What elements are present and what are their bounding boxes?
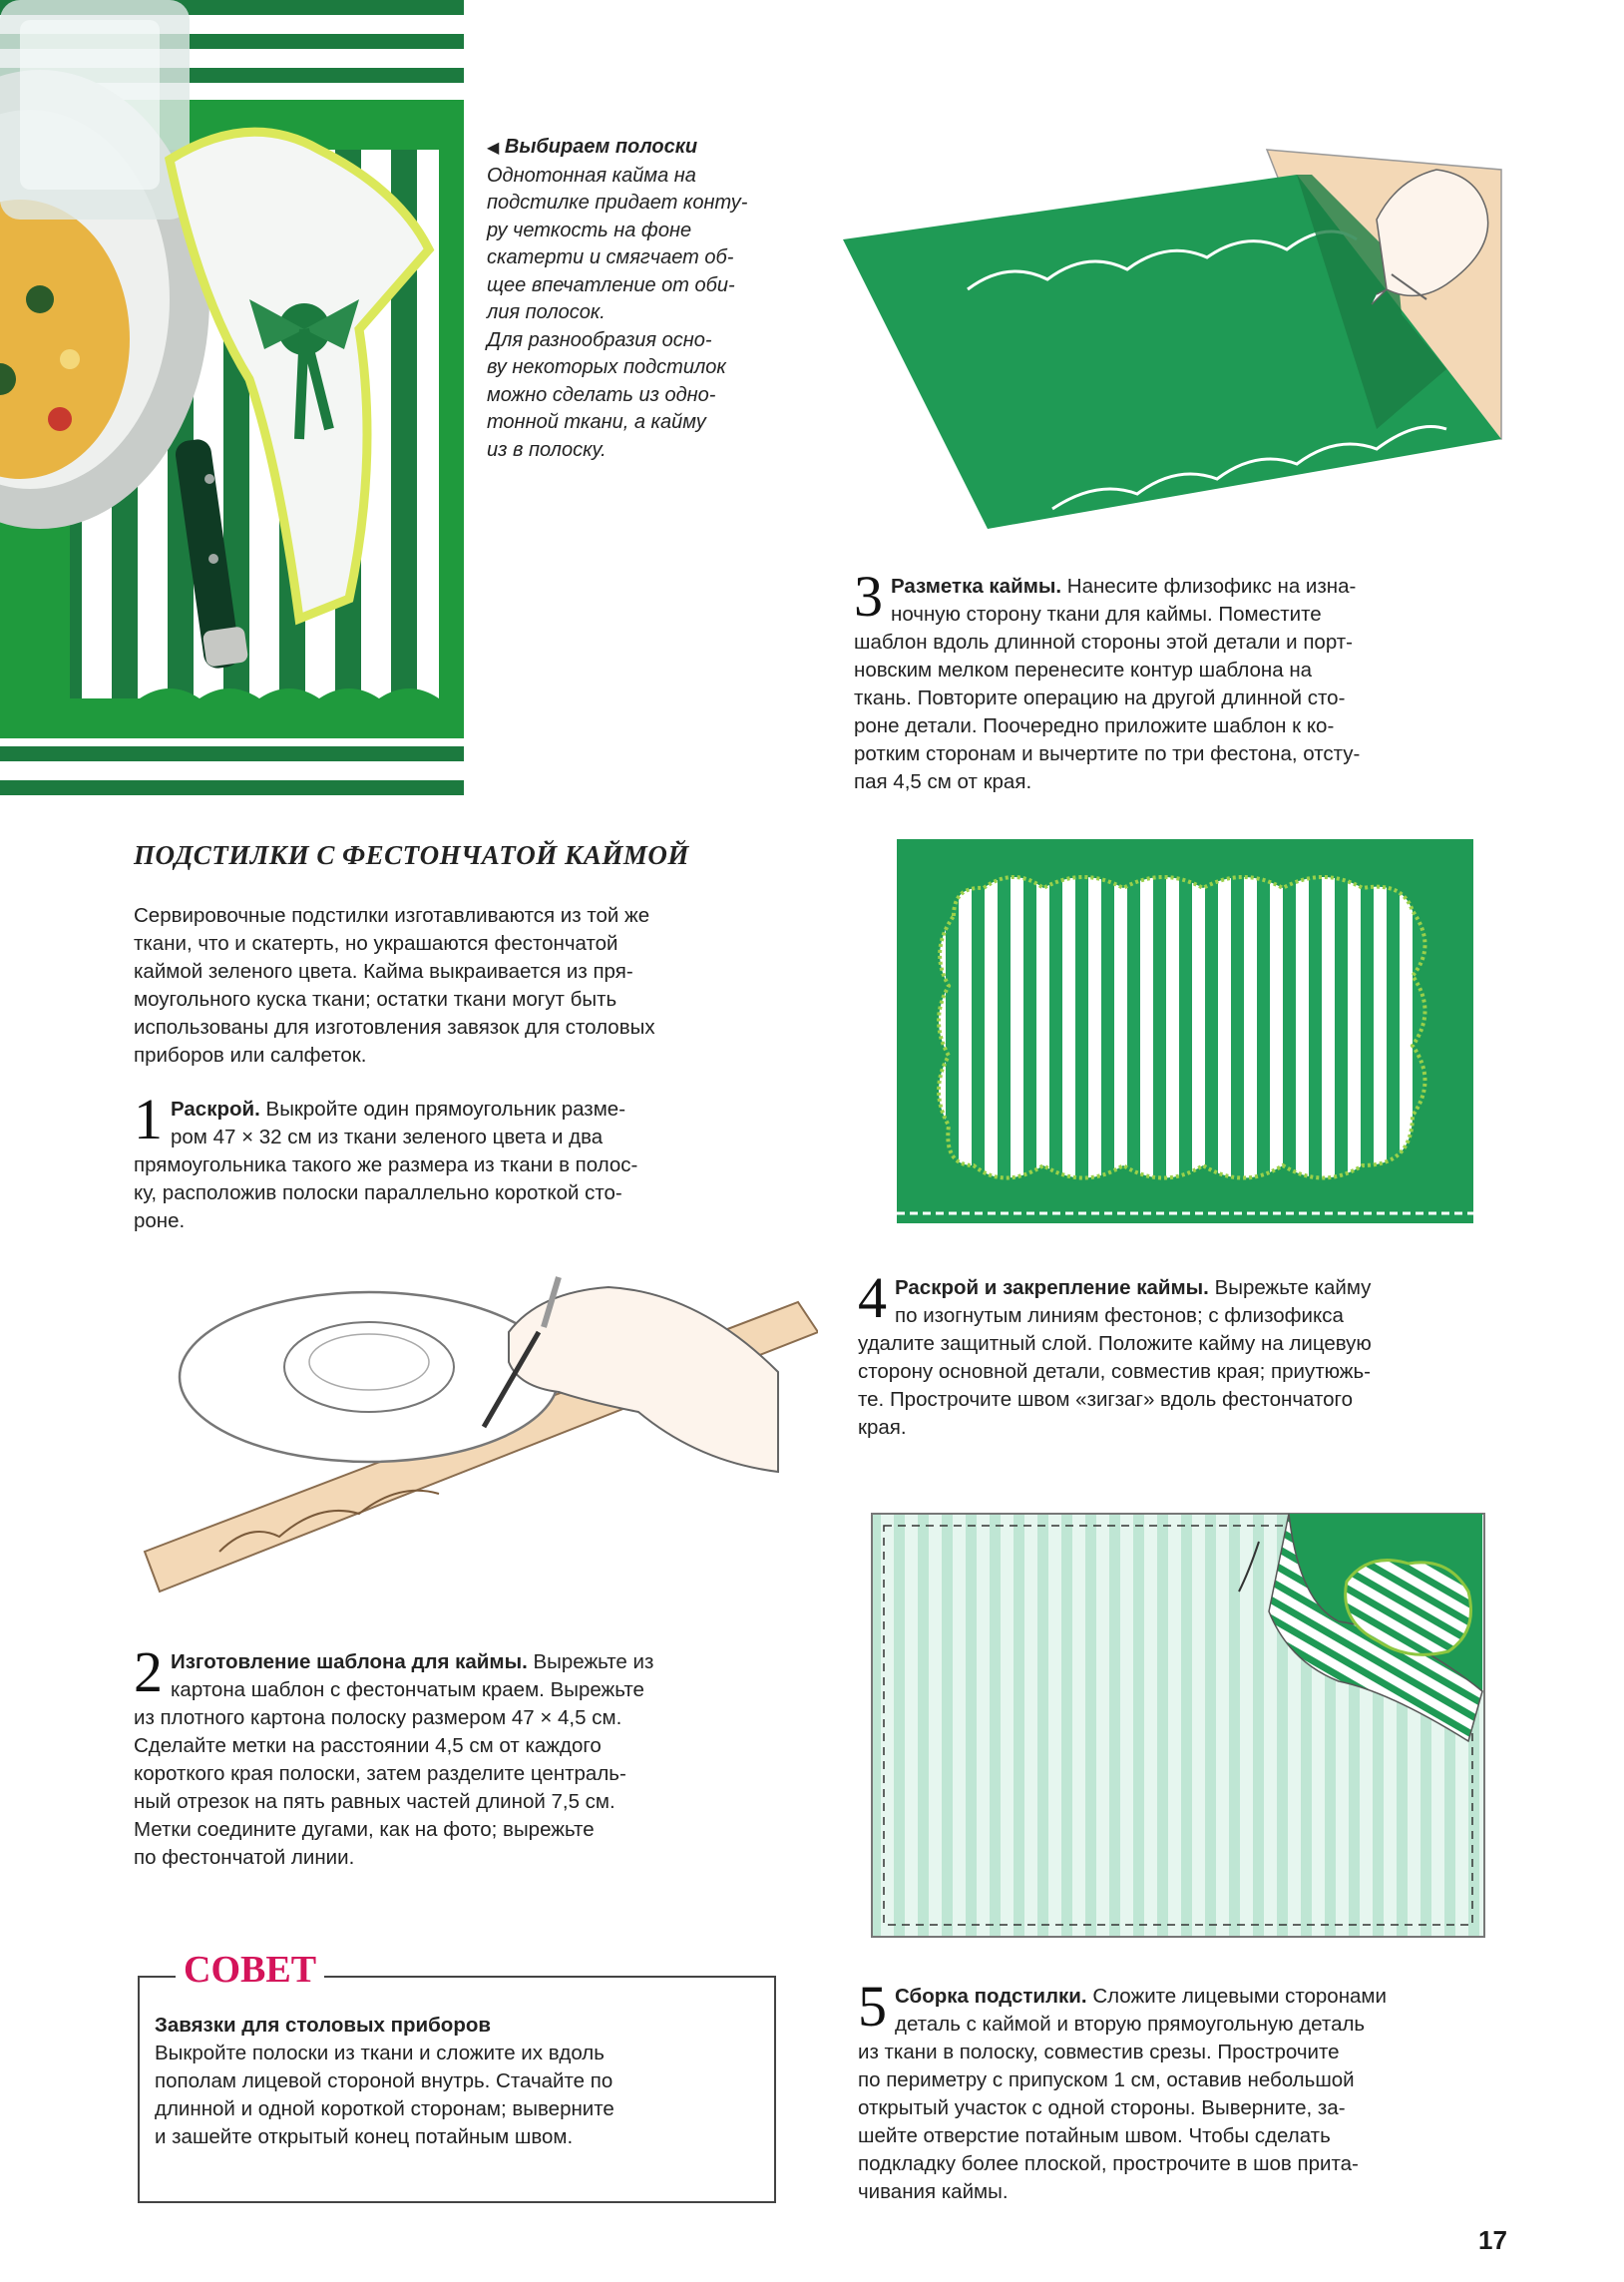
caption-line: подстилке придает конту- xyxy=(487,192,748,214)
tip-line: пополам лицевой стороной внутрь. Стачайте по xyxy=(155,2069,613,2092)
step-line: деталь с каймой и вторую прямоугольную деталь xyxy=(895,2013,1366,2036)
step-line: роне детали. Поочередно приложите шаблон к ко- xyxy=(854,714,1335,737)
step-line: сторону основной детали, совместив края; приутюжь- xyxy=(858,1360,1371,1383)
step-line: ротким сторонам и вычертите по три фестона, отсту- xyxy=(854,742,1361,765)
template-drawing-illustration xyxy=(140,1252,818,1611)
step-title: Изготовление шаблона для каймы. xyxy=(171,1650,528,1673)
step-line: Вырежьте кайму xyxy=(1214,1276,1372,1299)
assembled-mat-illustration xyxy=(870,1512,1488,1941)
caption-line: щее впечатление от оби- xyxy=(487,273,735,296)
step-line: по фестончатой линии. xyxy=(134,1846,355,1869)
step-5 xyxy=(858,1974,1496,2206)
page-number: 17 xyxy=(1478,2225,1507,2255)
step-4 xyxy=(858,1265,1496,1442)
step-line: Нанесите флизофикс на изна- xyxy=(1066,575,1357,598)
section-title: ПОДСТИЛКИ С ФЕСТОНЧАТОЙ КАЙМОЙ xyxy=(134,840,689,870)
step-line: по изогнутым линиям фестонов; с флизофикса xyxy=(895,1304,1344,1327)
caption-line: Для разнообразия осно- xyxy=(487,328,712,351)
step-line: Вырежьте из xyxy=(533,1650,654,1673)
step-line: шейте отверстие потайным швом. Чтобы сделать xyxy=(858,2124,1331,2147)
step-line: чивания каймы. xyxy=(858,2180,1009,2203)
caption-line: лия полосок. xyxy=(487,301,606,323)
step-3 xyxy=(854,564,1492,796)
step-line: новским мелком перенесите контур шаблона на xyxy=(854,659,1313,682)
step-line: ку, расположив полоски параллельно короткой сто- xyxy=(134,1181,622,1204)
step-line: роне. xyxy=(134,1209,186,1232)
intro-line: каймой зеленого цвета. Кайма выкраивается из пря- xyxy=(134,960,633,983)
caption-title: Выбираем полоски xyxy=(504,136,698,158)
caption-heading xyxy=(487,134,786,163)
step-line: по периметру с припуском 1 см, оставив небольшой xyxy=(858,2068,1355,2091)
step-line: пая 4,5 см от края. xyxy=(854,770,1032,793)
caption-line: скатерти и смягчает об- xyxy=(487,246,734,268)
step-line: прямоугольника такого же размера из ткани в полос- xyxy=(134,1153,638,1176)
tip-label: СОВЕТ xyxy=(176,1948,324,1992)
step-line: Сделайте метки на расстоянии 4,5 см от каждого xyxy=(134,1734,602,1757)
intro-line: приборов или салфеток. xyxy=(134,1044,367,1067)
step-line: удалите защитный слой. Положите кайму на лицевую xyxy=(858,1332,1372,1355)
step-line: из ткани в полоску, совместив срезы. Прострочите xyxy=(858,2041,1340,2063)
tip-line: длинной и одной короткой сторонам; выверните xyxy=(155,2097,614,2120)
caption-arrow-icon: ◀ xyxy=(487,140,500,157)
tip-line: Выкройте полоски из ткани и сложите их вдоль xyxy=(155,2042,605,2064)
photo-caption xyxy=(487,134,786,464)
intro-line: ткани, что и скатерть, но украшаются фестончатой xyxy=(134,932,618,955)
step-title: Раскрой и закрепление каймы. xyxy=(895,1276,1209,1299)
tip-content xyxy=(155,2012,763,2151)
step-number: 2 xyxy=(134,1639,163,1704)
step-2 xyxy=(134,1639,792,1872)
step-line: Сложите лицевыми сторонами xyxy=(1092,1985,1387,2008)
marking-border-illustration xyxy=(838,140,1516,539)
caption-line: тонной ткани, а кайму xyxy=(487,411,706,433)
step-line: из плотного картона полоску размером 47 × 4,5 см. xyxy=(134,1706,622,1729)
step-number: 5 xyxy=(858,1974,887,2039)
step-line: шаблон вдоль длинной стороны этой детали и порт- xyxy=(854,631,1353,654)
intro-text xyxy=(134,902,792,1070)
tip-title: Завязки для столовых приборов xyxy=(155,2014,491,2037)
caption-line: ру четкость на фоне xyxy=(487,219,692,241)
step-line: подкладку более плоской, прострочите в шов прита- xyxy=(858,2152,1359,2175)
step-number: 3 xyxy=(854,564,883,629)
step-number: 4 xyxy=(858,1265,887,1330)
intro-line: использованы для изготовления завязок для столовых xyxy=(134,1016,655,1039)
step-title: Раскрой. xyxy=(171,1098,260,1121)
caption-line: из в полоску. xyxy=(487,438,607,461)
step-line: края. xyxy=(858,1416,907,1439)
step-line: те. Прострочите швом «зигзаг» вдоль фестончатого xyxy=(858,1388,1353,1411)
step-1 xyxy=(134,1087,792,1235)
caption-line: Однотонная кайма на xyxy=(487,164,696,187)
step-line: ночную сторону ткани для каймы. Поместите xyxy=(891,603,1322,626)
intro-line: моугольного куска ткани; остатки ткани могут быть xyxy=(134,988,617,1011)
intro-line: Сервировочные подстилки изготавливаются из той же xyxy=(134,904,650,927)
step-line: открытый участок с одной стороны. Выверните, за- xyxy=(858,2096,1346,2119)
step-line: ткань. Повторите операцию на другой длинной сто- xyxy=(854,686,1346,709)
step-title: Сборка подстилки. xyxy=(895,1985,1087,2008)
step-line: короткого края полоски, затем разделите централь- xyxy=(134,1762,626,1785)
step-line: ный отрезок на пять равных частей длиной 7,5 см. xyxy=(134,1790,615,1813)
tip-line: и зашейте открытый конец потайным швом. xyxy=(155,2125,574,2148)
step-number: 1 xyxy=(134,1087,163,1151)
step-line: картона шаблон с фестончатым краем. Вырежьте xyxy=(171,1678,644,1701)
caption-line: ву некоторых подстилок xyxy=(487,356,726,378)
step-line: Метки соедините дугами, как на фото; вырежьте xyxy=(134,1818,595,1841)
scalloped-mat-illustration xyxy=(894,836,1477,1230)
table-setting-photo xyxy=(0,0,464,813)
step-line: ром 47 × 32 см из ткани зеленого цвета и два xyxy=(171,1126,604,1148)
step-line: Выкройте один прямоугольник разме- xyxy=(265,1098,626,1121)
caption-line: можно сделать из одно- xyxy=(487,383,716,406)
step-title: Разметка каймы. xyxy=(891,575,1062,598)
